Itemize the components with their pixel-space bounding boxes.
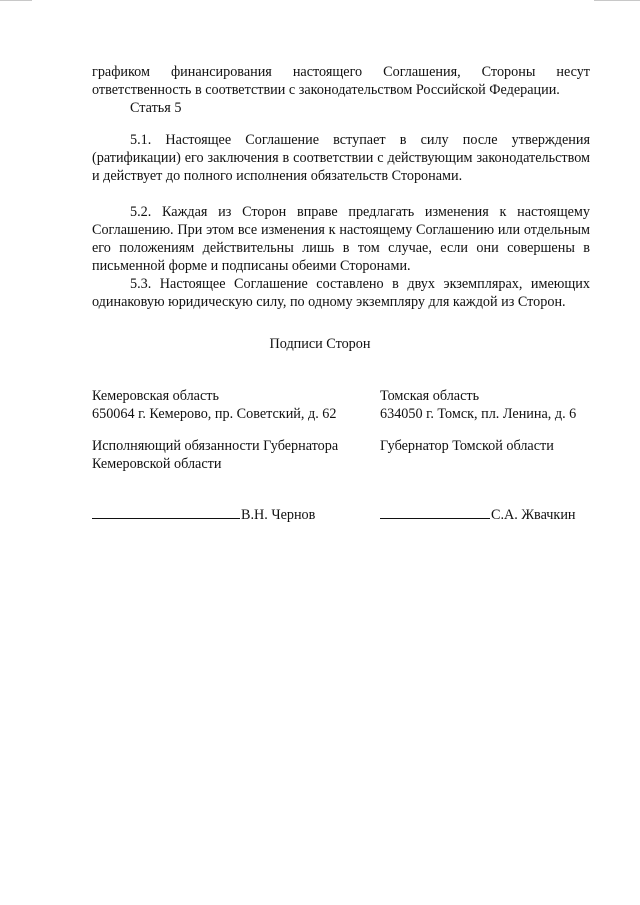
left-party-block	[92, 387, 336, 423]
signatures-heading: Подписи Сторон	[269, 336, 371, 352]
left-position-line-1: Исполняющий обязанности Губернатора	[92, 438, 339, 454]
right-party-position	[380, 437, 554, 455]
paragraph-5-1: 5.1. Настоящее Соглашение вступает в силу после утверждения (ратификации) его заключения в соответствии с действующим законодательством и действует до полного исполнения обязательств Сторонами.	[92, 132, 590, 184]
left-signature-line	[92, 518, 240, 519]
left-party-address: 650064 г. Кемерово, пр. Советский, д. 62	[92, 406, 337, 422]
right-party-block	[380, 387, 576, 423]
article-heading: Статья 5	[130, 100, 182, 116]
left-signatory-name: В.Н. Чернов	[241, 507, 316, 523]
paragraph-5-2: 5.2. Каждая из Сторон вправе предлагать изменения к настоящему Соглашению. При этом все изменения к настоящему Соглашению или отдельным его положениям действительны лишь в том случае, если они совершены в письменной форме и подписаны обеими Сторонами.	[92, 204, 590, 274]
right-signatory-name: С.А. Жвачкин	[491, 507, 576, 523]
right-party-region: Томская область	[380, 388, 480, 404]
continuation-paragraph: графиком финансирования настоящего Соглашения, Стороны несут ответственность в соответствии с законодательством Российской Федерации.	[92, 64, 590, 98]
right-position-line-1: Губернатор Томской области	[380, 438, 554, 454]
left-position-line-2: Кемеровской области	[92, 456, 222, 472]
scan-edge-mark	[0, 0, 32, 1]
left-party-region: Кемеровская область	[92, 388, 219, 404]
right-signature-line	[380, 518, 490, 519]
left-party-position	[92, 437, 338, 473]
right-party-address: 634050 г. Томск, пл. Ленина, д. 6	[380, 406, 577, 422]
paragraph-5-3: 5.3. Настоящее Соглашение составлено в двух экземплярах, имеющих одинаковую юридическую силу, по одному экземпляру для каждой из Сторон.	[92, 276, 590, 310]
scan-edge-mark	[594, 0, 640, 1]
